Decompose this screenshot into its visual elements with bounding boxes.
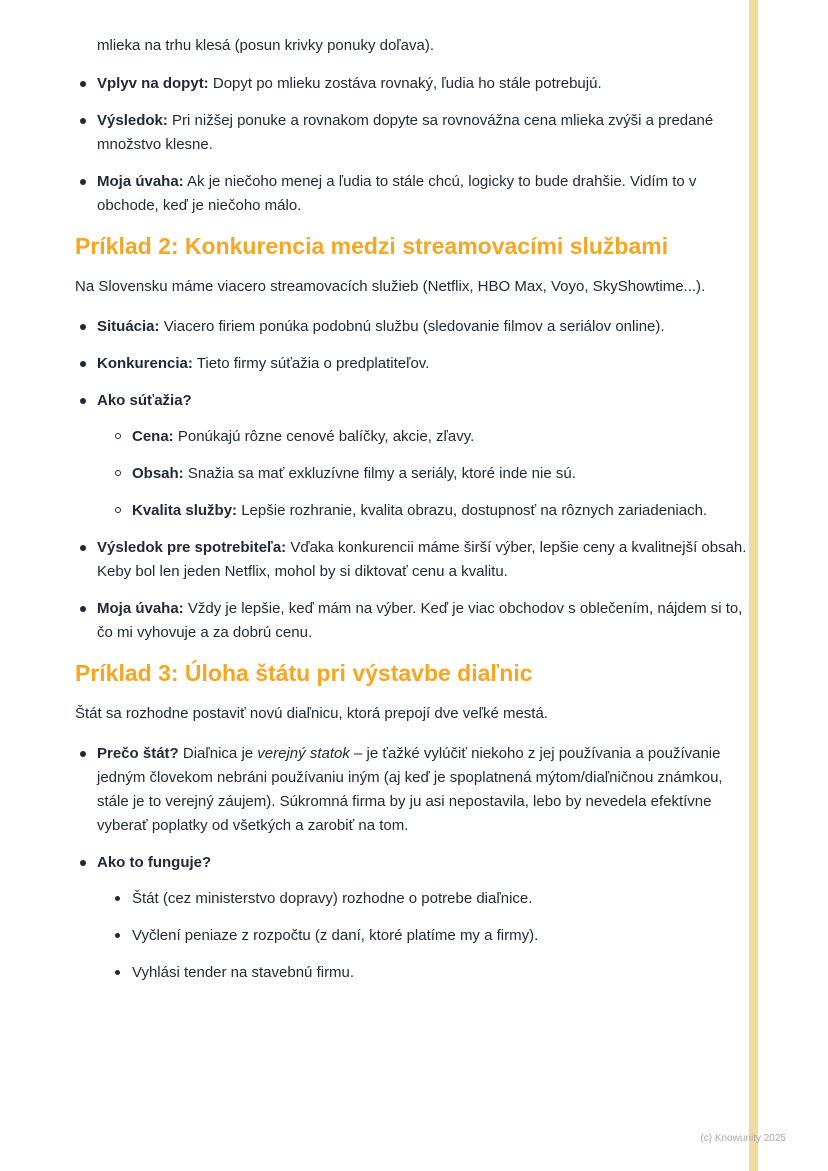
list-item-moja-uvaha-2 — [75, 597, 747, 645]
sublist-item-lead: Obsah: — [132, 465, 184, 482]
list-item-lead: Moja úvaha: — [97, 600, 184, 617]
example-2-intro: Na Slovensku máme viacero streamovacích služieb (Netflix, HBO Max, Voyo, SkyShowtime...). — [75, 278, 706, 295]
watermark: (c) Knowunity 2025 — [700, 1133, 786, 1144]
list-item-italic-term: verejný statok — [257, 745, 350, 762]
list-item-preco-stat — [75, 742, 747, 838]
list-item-situacia — [75, 315, 747, 339]
example-2-list — [75, 315, 747, 645]
how-it-works-sublist — [110, 887, 747, 985]
list-item-text: Vďaka konkurencii máme širší výber, lepšie ceny a kvalitnejší obsah. Keby bol len jeden Netflix, mohol by si diktovať cenu a kvalitu. — [97, 539, 747, 580]
list-item-konkurencia — [75, 352, 747, 376]
heading-example-3: Príklad 3: Úloha štátu pri výstavbe diaľnic — [75, 660, 533, 686]
list-item-text: Vždy je lepšie, keď mám na výber. Keď je viac obchodov s oblečením, nájdem si to, čo mi vyhovuje a za dobrú cenu. — [97, 600, 743, 641]
sublist-item-text: Snažia sa mať exkluzívne filmy a seriály, ktoré inde nie sú. — [187, 465, 576, 482]
list-item-lead: Ako to funguje? — [97, 854, 212, 871]
sublist-item-text: Ponúkajú rôzne cenové balíčky, akcie, zľavy. — [177, 428, 475, 445]
competition-ways-sublist — [110, 425, 747, 523]
list-item-vysledok — [75, 109, 747, 157]
sublist-item-obsah — [110, 462, 747, 486]
sublist-item-step-2: Vyčlení peniaze z rozpočtu (z daní, ktoré platíme my a firmy). — [110, 924, 747, 948]
sublist-item-step-1: Štát (cez ministerstvo dopravy) rozhodne o potrebe diaľnice. — [110, 887, 747, 911]
list-item-text: Viacero firiem ponúka podobnú službu (sledovanie filmov a seriálov online). — [163, 318, 665, 335]
list-item-text: Tieto firmy súťažia o predplatiteľov. — [196, 355, 430, 372]
list-item-ako-sutazia — [75, 389, 747, 523]
list-item-text: Ak je niečoho menej a ľudia to stále chcú, logicky to bude drahšie. Vidím to v obchode, keď je niečoho málo. — [97, 173, 697, 214]
sublist-item-lead: Kvalita služby: — [132, 502, 238, 519]
sublist-item-lead: Cena: — [132, 428, 174, 445]
list-item-text: Pri nižšej ponuke a rovnakom dopyte sa rovnovážna cena mlieka zvýši a predané množstvo klesne. — [97, 112, 714, 153]
list-item-ako-to-funguje — [75, 851, 747, 985]
list-item-text-1: Diaľnica je — [182, 745, 254, 762]
list-item-vplyv-na-dopyt — [75, 72, 747, 96]
list-item-moja-uvaha — [75, 170, 747, 218]
sublist-item-kvalita-sluzby — [110, 499, 747, 523]
list-item-lead: Ako súťažia? — [97, 392, 192, 409]
sublist-item-text: Lepšie rozhranie, kvalita obrazu, dostupnosť na rôznych zariadeniach. — [241, 502, 708, 519]
list-item-lead: Výsledok pre spotrebiteľa: — [97, 539, 287, 556]
list-item-lead: Výsledok: — [97, 112, 168, 129]
list-item-vysledok-pre-spotrebitela — [75, 536, 747, 584]
list-item-lead: Moja úvaha: — [97, 173, 184, 190]
list-item-lead: Prečo štát? — [97, 745, 179, 762]
list-item-lead: Konkurencia: — [97, 355, 193, 372]
page-edge-stripe — [749, 0, 758, 1171]
sublist-item-step-3: Vyhlási tender na stavebnú firmu. — [110, 961, 747, 985]
milk-example-list — [75, 72, 747, 218]
list-item-text: Dopyt po mlieku zostáva rovnaký, ľudia ho stále potrebujú. — [212, 75, 602, 92]
paragraph-continuation: mlieka na trhu klesá (posun krivky ponuky doľava). — [97, 37, 435, 54]
list-item-lead: Vplyv na dopyt: — [97, 75, 209, 92]
document-content — [75, 34, 747, 998]
sublist-item-cena — [110, 425, 747, 449]
list-item-text-2: – je ťažké vylúčiť niekoho z jej používania a používanie jedným človekom nebráni používaniu iným (aj keď je spoplatnená mýtom/diaľničnou známkou, stále je to verejný záujem). Súkromná firma by ju asi nepostavila, lebo by nevedela efektívne vyberať poplatky od všetkých a zarobiť na tom. — [97, 745, 723, 834]
example-3-intro: Štát sa rozhodne postaviť novú diaľnicu, ktorá prepojí dve veľké mestá. — [75, 705, 548, 722]
list-item-lead: Situácia: — [97, 318, 160, 335]
heading-example-2: Príklad 2: Konkurencia medzi streamovacími službami — [75, 233, 669, 259]
example-3-list — [75, 742, 747, 985]
